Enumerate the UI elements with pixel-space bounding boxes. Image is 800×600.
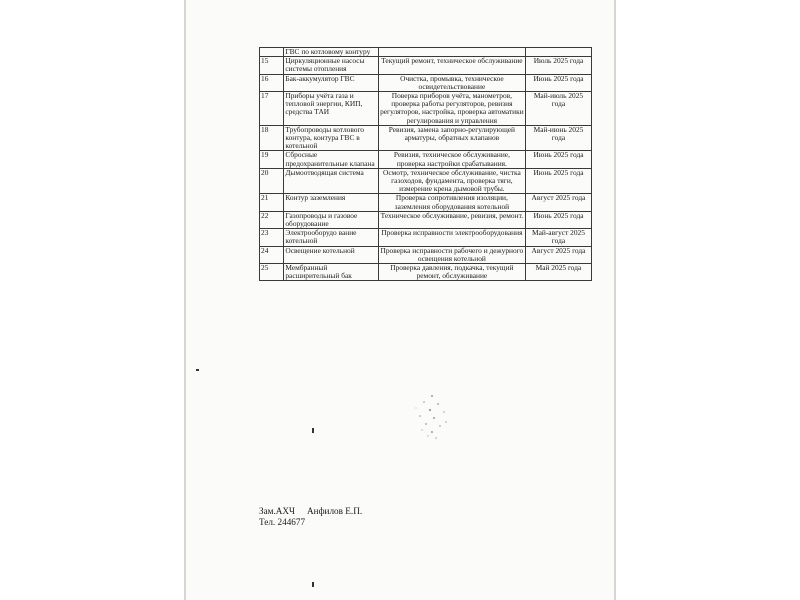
- row-object: Контур заземления: [284, 194, 378, 211]
- signature-block: [259, 506, 362, 528]
- row-term: Май 2025 года: [525, 264, 591, 281]
- row-object: Бак-аккумулятор ГВС: [284, 74, 378, 91]
- signatory-position: Зам.АХЧ: [259, 506, 296, 516]
- scan-mark: [312, 428, 314, 433]
- row-number: 25: [260, 264, 284, 281]
- row-number: 23: [260, 229, 284, 246]
- row-object: Сбросные предохранительные клапана: [284, 151, 378, 168]
- table-row: [260, 74, 592, 91]
- signatory-name: Анфилов Е.П.: [307, 506, 363, 516]
- row-work: Проверка исправности электрооборудования: [378, 229, 525, 246]
- row-object: Приборы учёта газа и тепловой энергии, КИП, средства ТАИ: [284, 92, 378, 126]
- table-row: [260, 264, 592, 281]
- table-row: [260, 229, 592, 246]
- row-term: Май-июнь 2025 года: [525, 125, 591, 151]
- row-term: Май-август 2025 года: [525, 229, 591, 246]
- row-object: Электрооборудо вание котельной: [284, 229, 378, 246]
- signatory-line: [259, 506, 362, 517]
- row-term: Июль 2025 года: [525, 57, 591, 74]
- row-object: Освещение котельной: [284, 246, 378, 263]
- row-object: Мембранный расширительный бак: [284, 264, 378, 281]
- table-row: [260, 125, 592, 151]
- table-row: [260, 168, 592, 194]
- row-object: Трубопроводы котлового контура, контура ГВС в котельной: [284, 125, 378, 151]
- row-term: Июнь 2025 года: [525, 211, 591, 228]
- table-row: [260, 211, 592, 228]
- phone-number: Тел. 244677: [259, 517, 306, 527]
- row-number: 16: [260, 74, 284, 91]
- row-work: Поверка приборов учёта, манометров, проверка работы регуляторов, ревизия регуляторов, настройка, проверка автоматики регулирования и управления: [380, 91, 524, 125]
- scan-mark: [196, 369, 199, 371]
- row-term: Июнь 2025 года: [525, 151, 591, 168]
- row-work: Ревизия, замена запорно-регулирующей арматуры, обратных клапанов: [378, 125, 525, 151]
- scan-mark: [312, 582, 314, 587]
- row-number: 15: [260, 57, 284, 74]
- row-work: Техническое обслуживание, ревизия, ремонт.: [378, 211, 525, 228]
- row-term: Май-июль 2025 года: [525, 92, 591, 126]
- row-work: Очистка, промывка, техническое освидетельствование: [378, 74, 525, 91]
- row-work: Проверка давления, подкачка, текущий ремонт, обслуживание: [378, 264, 525, 281]
- table-row: [260, 57, 592, 74]
- table-row: [260, 246, 592, 263]
- row-number: 21: [260, 194, 284, 211]
- row-work: Текущий ремонт, техническое обслуживание: [378, 57, 525, 74]
- row-term: Июнь 2025 года: [525, 74, 591, 91]
- row-number: 18: [260, 125, 284, 151]
- row-work: Осмотр, техническое обслуживание, чистка газоходов, фундамента, проверка тяги, измерение крена дымовой трубы.: [378, 168, 525, 194]
- row-object: Циркуляционные насосы системы отопления: [284, 57, 378, 74]
- table-row: [260, 194, 592, 211]
- row-number: 17: [260, 92, 284, 126]
- row-number: 22: [260, 211, 284, 228]
- row-object: ГВС по котловому контуру: [284, 48, 378, 57]
- row-term: Июнь 2025 года: [525, 168, 591, 194]
- row-work: Проверка исправности рабочего и дежурного освещения котельной: [378, 246, 525, 263]
- row-number: 24: [260, 246, 284, 263]
- table-row: [260, 151, 592, 168]
- row-number: 19: [260, 151, 284, 168]
- row-work: Проверка сопротивления изоляции, заземления оборудования котельной: [378, 194, 525, 211]
- row-term: Август 2025 года: [525, 194, 591, 211]
- row-work: Ревизия, техническое обслуживание, проверка настройки срабатывания.: [378, 151, 525, 168]
- row-term: Август 2025 года: [525, 246, 591, 263]
- row-object: Газопроводы и газовое оборудование: [284, 211, 378, 228]
- plan-table-body: [260, 48, 592, 281]
- row-number: 20: [260, 168, 284, 194]
- table-row: [260, 92, 592, 126]
- faded-stamp-icon: [404, 386, 460, 442]
- row-object: Дымоотводящая система: [284, 168, 378, 194]
- maintenance-plan-table: [259, 47, 592, 281]
